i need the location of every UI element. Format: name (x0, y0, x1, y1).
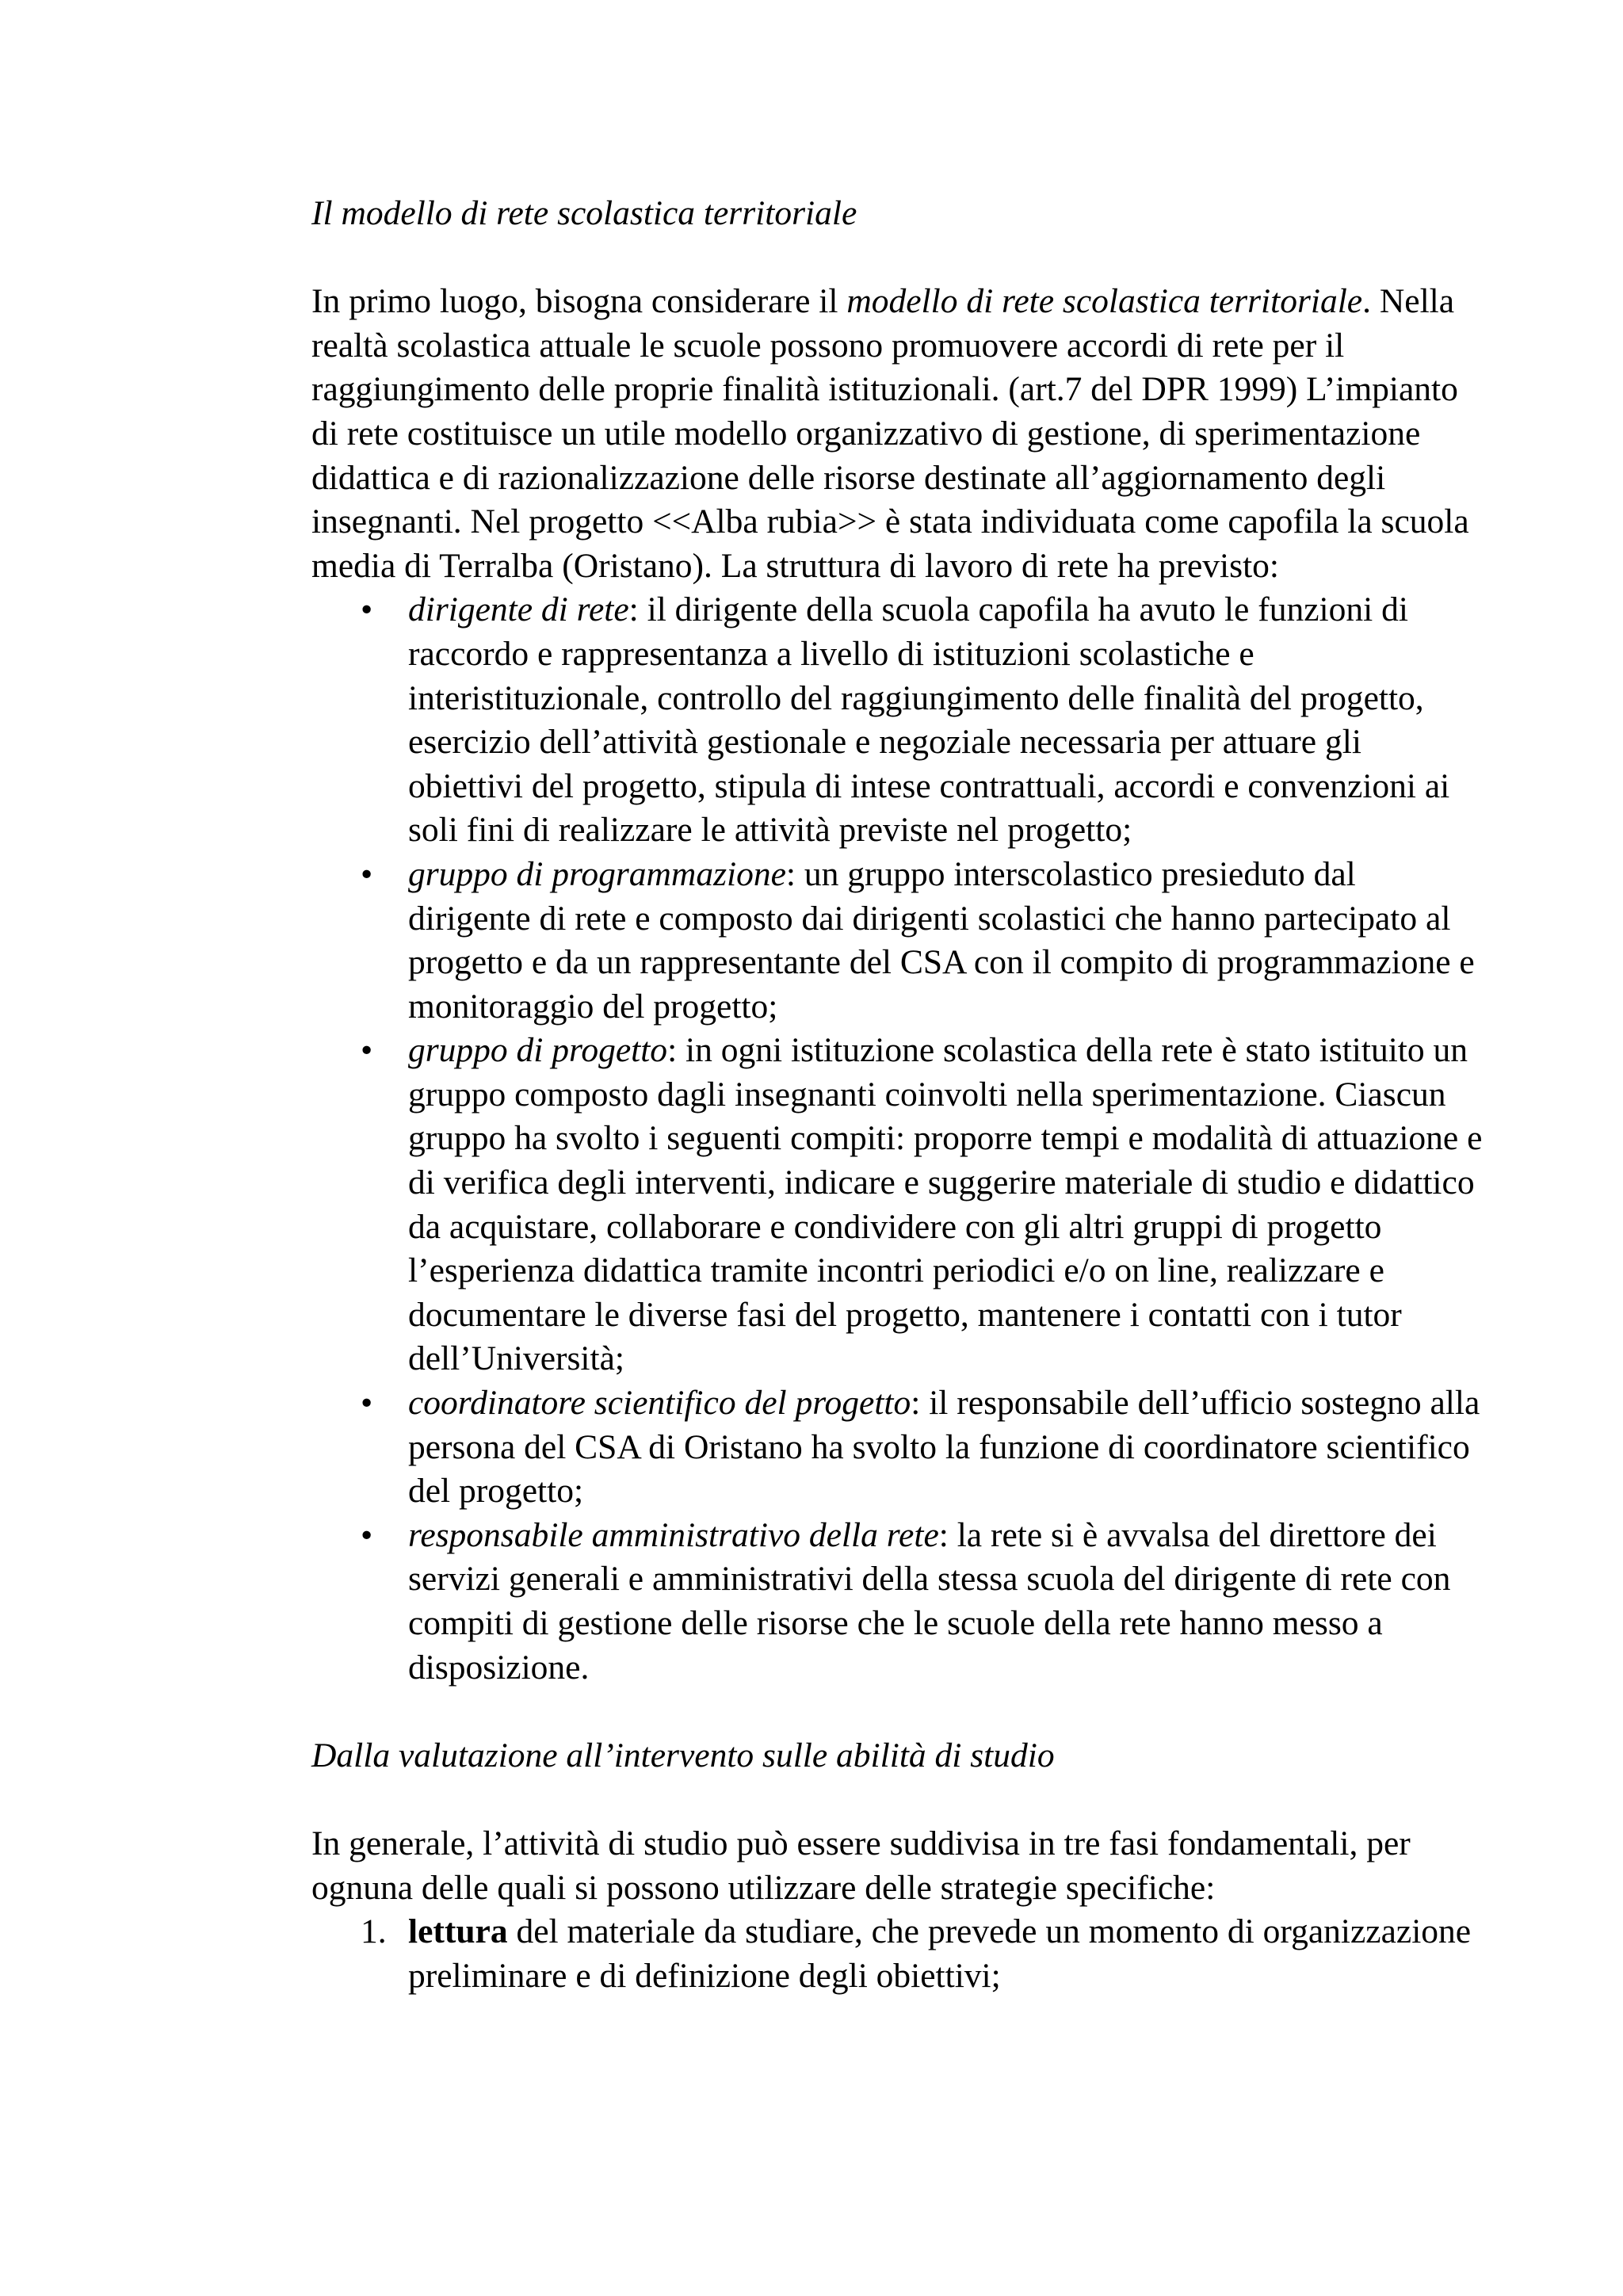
item-text: : il responsabile dell’ufficio sostegno alla persona del CSA di Oristano ha svolto la funzione di coordinatore scientifico del progetto; (408, 1384, 1480, 1511)
intro-rest: . Nella realtà scolastica attuale le scuole possono promuovere accordi di rete per il raggiungimento delle proprie finalità istituzionali. (art.7 del DPR 1999) L’impianto di rete costituisce un utile modello organizzativo di gestione, di sperimentazione didattica e di razionalizzazione delle risorse destinate all’aggiornamento degli insegnanti. Nel progetto <<Alba rubia>> è stata individuata come capofila la scuola media di Terralba (Oristano). La struttura di lavoro di rete ha previsto: (311, 282, 1469, 585)
step-term: lettura (408, 1912, 508, 1951)
item-term: responsabile amministrativo della rete (408, 1515, 939, 1554)
step-text: del materiale da studiare, che prevede un momento di organizzazione preliminare e di definizione degli obiettivi; (408, 1912, 1472, 1995)
section-heading: Dalla valutazione all’intervento sulle abilità di studio (311, 1736, 1055, 1775)
item-term: gruppo di progetto (408, 1031, 668, 1070)
list-item (311, 1514, 1484, 1690)
intro-term: modello di rete scolastica territoriale (846, 282, 1363, 321)
item-term: gruppo di programmazione (408, 854, 786, 893)
bullet-icon: • (361, 1384, 373, 1423)
spacer (311, 1778, 1484, 1822)
item-text: : un gruppo interscolastico presieduto dal dirigente di rete e composto dai dirigenti scolastici che hanno partecipato al progetto e da un rappresentante del CSA con il compito di programmazione e monitoraggio del progetto; (408, 854, 1475, 1026)
study-intro-paragraph: In generale, l’attività di studio può essere suddivisa in tre fasi fondamentali, per ognuna delle quali si possono utilizzare delle strategie specifiche: (311, 1824, 1411, 1907)
spacer (311, 1690, 1484, 1734)
item-text: : la rete si è avvalsa del direttore dei servizi generali e amministrativi della stessa scuola del dirigente di rete con compiti di gestione delle risorse che le scuole della rete hanno messo a disposizione. (408, 1515, 1451, 1687)
document-body (311, 192, 1484, 1998)
list-item (311, 588, 1484, 853)
bullet-icon: • (361, 854, 373, 893)
bullet-icon: • (361, 1515, 373, 1554)
list-item (311, 1381, 1484, 1514)
list-item (311, 1910, 1484, 1998)
spacer (311, 236, 1484, 281)
section-heading: Il modello di rete scolastica territoriale (311, 194, 857, 232)
step-number: 1. (361, 1912, 387, 1951)
bullet-icon: • (361, 590, 373, 629)
item-term: coordinatore scientifico del progetto (408, 1384, 911, 1423)
network-structure-list (311, 588, 1484, 1690)
item-term: dirigente di rete (408, 590, 629, 629)
study-phases-list (311, 1910, 1484, 1998)
list-item (311, 853, 1484, 1029)
item-text: : il dirigente della scuola capofila ha avuto le funzioni di raccordo e rappresentanza a livello di istituzioni scolastiche e interistituzionale, controllo del raggiungimento delle finalità del progetto, esercizio dell’attività gestionale e negoziale necessaria per attuare gli obiettivi del progetto, stipula di intese contrattuali, accordi e convenzioni ai soli fini di realizzare le attività previste nel progetto; (408, 590, 1450, 850)
item-text: : in ogni istituzione scolastica della rete è stato istituito un gruppo composto dagli insegnanti coinvolti nella sperimentazione. Ciascun gruppo ha svolto i seguenti compiti: proporre tempi e modalità di attuazione e di verifica degli interventi, indicare e suggerire materiale di studio e didattico da acquistare, collaborare e condividere con gli altri gruppi di progetto l’esperienza didattica tramite incontri periodici e/o on line, realizzare e documentare le diverse fasi del progetto, mantenere i contatti con i tutor dell’Università; (408, 1031, 1483, 1378)
intro-paragraph (311, 280, 1484, 588)
bullet-icon: • (361, 1031, 373, 1070)
list-item (311, 1029, 1484, 1381)
intro-lead: In primo luogo, bisogna considerare il (311, 282, 847, 321)
